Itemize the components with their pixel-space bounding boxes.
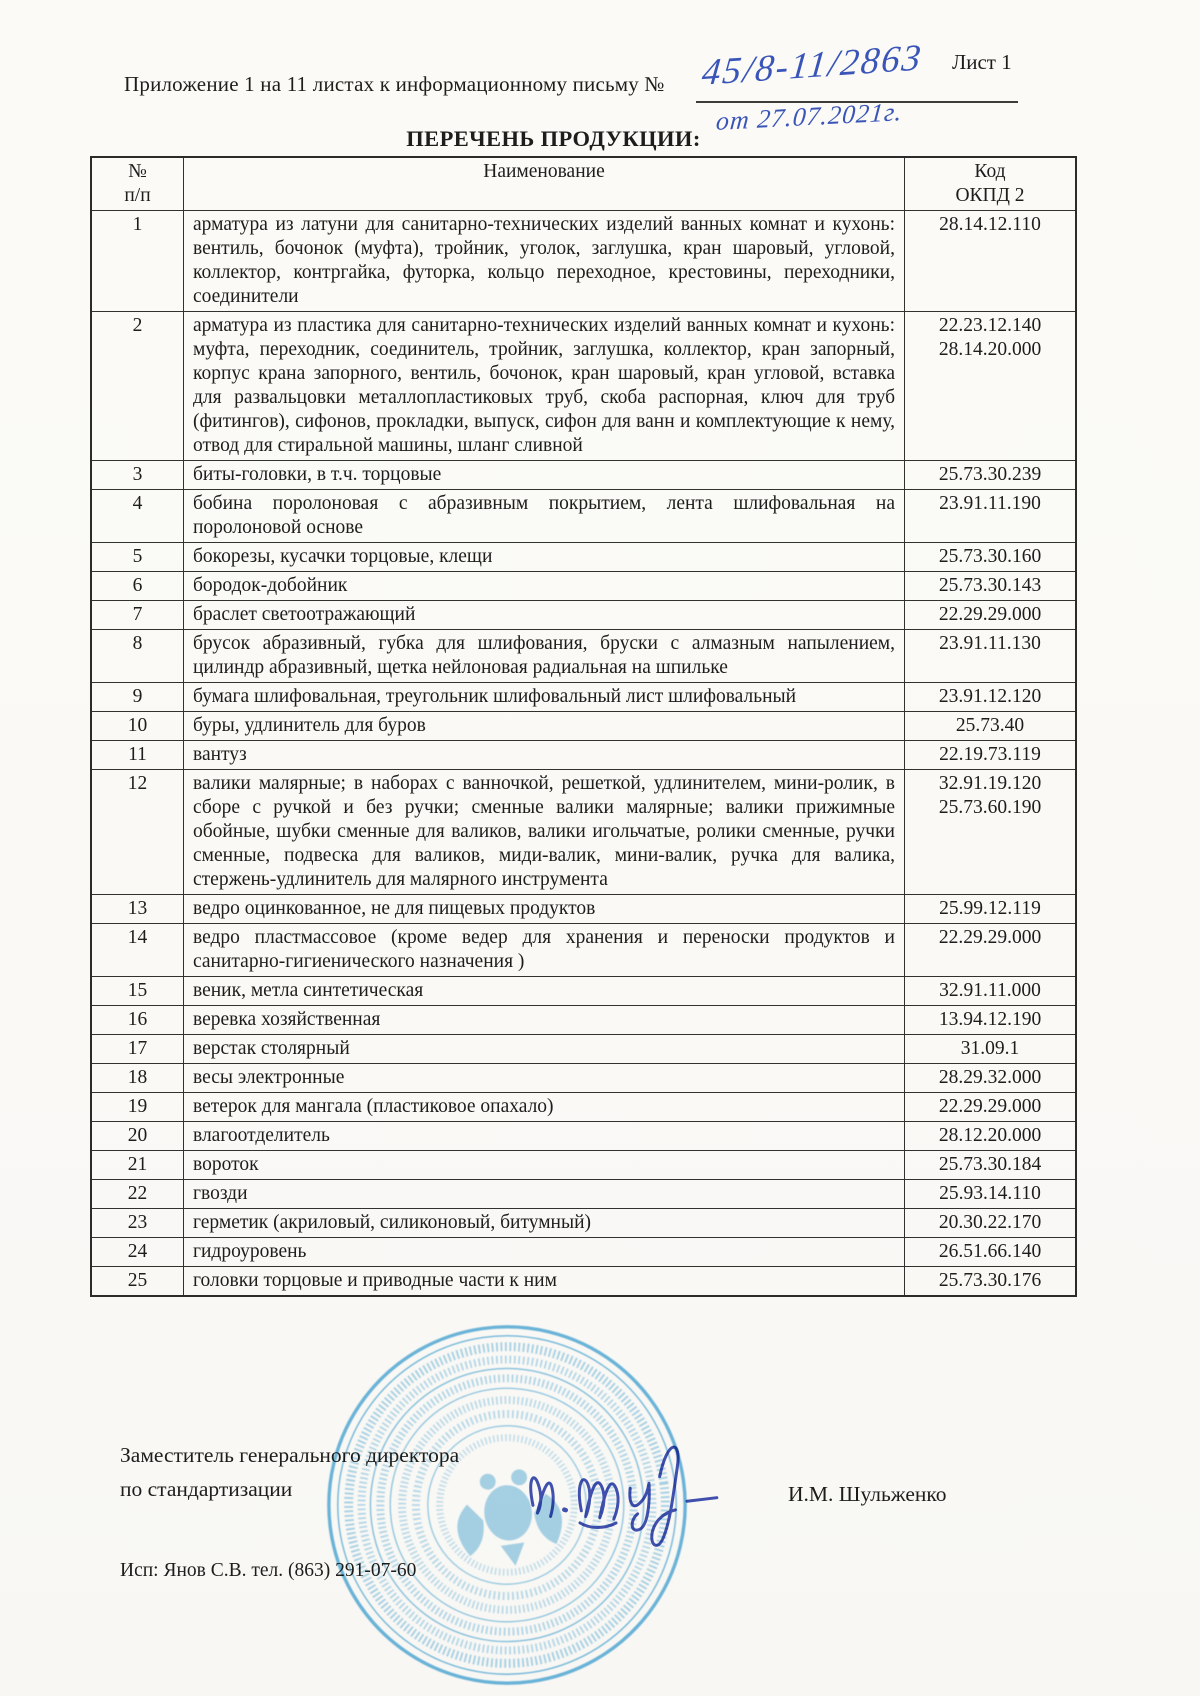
- product-name: брусок абразивный, губка для шлифования, бруски с алмазным напылением, цилиндр абразивный, щетка нейлоновая радиальная на шпильке: [184, 630, 905, 683]
- okpd-codes: [905, 770, 1077, 895]
- okpd-codes: [905, 741, 1077, 770]
- row-number: 16: [91, 1006, 184, 1035]
- okpd-code: 25.73.60.190: [938, 797, 1042, 818]
- product-table: [90, 156, 1077, 1297]
- okpd-codes: [905, 1238, 1077, 1267]
- table-row: [91, 1006, 1076, 1035]
- row-number: 4: [91, 490, 184, 543]
- product-name: браслет светоотражающий: [184, 601, 905, 630]
- row-number: 2: [91, 312, 184, 461]
- okpd-codes: [905, 630, 1077, 683]
- sheet-label: Лист 1: [952, 50, 1012, 74]
- table-row: [91, 924, 1076, 977]
- okpd-codes: [905, 1006, 1077, 1035]
- row-number: 21: [91, 1151, 184, 1180]
- signer-position-line1: Заместитель генерального директора: [120, 1443, 460, 1467]
- product-name: влагоотделитель: [184, 1122, 905, 1151]
- table-row: [91, 1064, 1076, 1093]
- row-number: 12: [91, 770, 184, 895]
- okpd-code: 32.91.11.000: [939, 980, 1041, 1001]
- table-row: [91, 1180, 1076, 1209]
- product-name: бобина поролоновая с абразивным покрытием, лента шлифовальная на поролоновой основе: [184, 490, 905, 543]
- okpd-code: 25.73.30.176: [938, 1270, 1042, 1291]
- table-row: [91, 895, 1076, 924]
- row-number: 24: [91, 1238, 184, 1267]
- okpd-code: 32.91.19.120: [938, 773, 1042, 794]
- okpd-codes: [905, 1035, 1077, 1064]
- table-row: [91, 630, 1076, 683]
- product-name: ветерок для мангала (пластиковое опахало): [184, 1093, 905, 1122]
- okpd-code: 13.94.12.190: [938, 1009, 1042, 1030]
- table-row: [91, 543, 1076, 572]
- table-row: [91, 1238, 1076, 1267]
- okpd-code: 25.73.30.239: [938, 464, 1042, 485]
- product-table-header: [91, 157, 1076, 211]
- okpd-codes: [905, 977, 1077, 1006]
- table-row: [91, 1093, 1076, 1122]
- product-name: головки торцовые и приводные части к ним: [184, 1267, 905, 1297]
- okpd-code: 22.19.73.119: [939, 744, 1041, 765]
- header-code: [905, 157, 1077, 211]
- row-number: 14: [91, 924, 184, 977]
- row-number: 23: [91, 1209, 184, 1238]
- signature: [518, 1422, 750, 1547]
- row-number: 13: [91, 895, 184, 924]
- product-name: ведро пластмассовое (кроме ведер для хранения и переноски продуктов и санитарно-гигиенического назначения ): [184, 924, 905, 977]
- product-name: буры, удлинитель для буров: [184, 712, 905, 741]
- okpd-code: 25.73.30.184: [938, 1154, 1042, 1175]
- okpd-codes: [905, 1122, 1077, 1151]
- okpd-codes: [905, 924, 1077, 977]
- okpd-codes: [905, 601, 1077, 630]
- header-code-line1: Код: [974, 161, 1006, 182]
- product-table-body: [91, 211, 1076, 1297]
- signer-position-line2: по стандартизации: [120, 1477, 293, 1501]
- page-title: ПЕРЕЧЕНЬ ПРОДУКЦИИ:: [406, 126, 701, 151]
- product-name: вантуз: [184, 741, 905, 770]
- product-name: веревка хозяйственная: [184, 1006, 905, 1035]
- product-name: арматура из латуни для санитарно-технических изделий ванных комнат и кухонь: вентиль, бочонок (муфта), тройник, уголок, заглушка, кран шаровый, угловой, коллектор, контргайка, футорка, кольцо переходное, крестовины, переходники, соединители: [184, 211, 905, 312]
- table-row: [91, 1122, 1076, 1151]
- okpd-code: 28.12.20.000: [938, 1125, 1042, 1146]
- row-number: 20: [91, 1122, 184, 1151]
- row-number: 22: [91, 1180, 184, 1209]
- okpd-codes: [905, 312, 1077, 461]
- executor-line: Исп: Янов С.В. тел. (863) 291-07-60: [120, 1560, 417, 1581]
- product-name: бокорезы, кусачки торцовые, клещи: [184, 543, 905, 572]
- okpd-codes: [905, 1267, 1077, 1297]
- table-row: [91, 461, 1076, 490]
- header-name: Наименование: [184, 157, 905, 211]
- product-name: веник, метла синтетическая: [184, 977, 905, 1006]
- okpd-code: 31.09.1: [960, 1038, 1020, 1059]
- header-code-line2: ОКПД 2: [955, 185, 1025, 206]
- header-num-line1: №: [128, 161, 147, 182]
- table-row: [91, 601, 1076, 630]
- product-name: биты-головки, в т.ч. торцовые: [184, 461, 905, 490]
- okpd-codes: [905, 543, 1077, 572]
- okpd-codes: [905, 211, 1077, 312]
- okpd-code: 22.29.29.000: [938, 1096, 1042, 1117]
- table-row: [91, 1209, 1076, 1238]
- okpd-code: 23.91.11.130: [939, 633, 1041, 654]
- table-row: [91, 741, 1076, 770]
- table-row: [91, 1267, 1076, 1297]
- product-name: герметик (акриловый, силиконовый, битумный): [184, 1209, 905, 1238]
- row-number: 11: [91, 741, 184, 770]
- okpd-code: 22.29.29.000: [938, 927, 1042, 948]
- okpd-code: 25.93.14.110: [939, 1183, 1041, 1204]
- row-number: 3: [91, 461, 184, 490]
- row-number: 8: [91, 630, 184, 683]
- okpd-code: 20.30.22.170: [938, 1212, 1042, 1233]
- okpd-code: 23.91.12.120: [938, 686, 1042, 707]
- okpd-code: 22.23.12.140: [938, 315, 1042, 336]
- okpd-codes: [905, 1151, 1077, 1180]
- okpd-codes: [905, 1064, 1077, 1093]
- okpd-codes: [905, 712, 1077, 741]
- appendix-line: Приложение 1 на 11 листах к информационному письму №: [124, 72, 665, 96]
- table-row: [91, 770, 1076, 895]
- row-number: 5: [91, 543, 184, 572]
- product-name: валики малярные; в наборах с ванночкой, решеткой, удлинителем, мини-ролик, в сборе с ручкой и без ручки; сменные валики малярные; валики прижимные обойные, шубки сменные для валиков, валики игольчатые, ролики сменные, ручки сменные, подвеска для валиков, миди-валик, мини-валик, ручка для валика, стержень-удлинитель для малярного инструмента: [184, 770, 905, 895]
- row-number: 6: [91, 572, 184, 601]
- table-row: [91, 977, 1076, 1006]
- product-name: гидроуровень: [184, 1238, 905, 1267]
- okpd-code: 23.91.11.190: [939, 493, 1041, 514]
- okpd-codes: [905, 683, 1077, 712]
- product-name: весы электронные: [184, 1064, 905, 1093]
- table-row: [91, 683, 1076, 712]
- table-row: [91, 312, 1076, 461]
- okpd-code: 28.14.12.110: [939, 214, 1041, 235]
- row-number: 10: [91, 712, 184, 741]
- row-number: 19: [91, 1093, 184, 1122]
- row-number: 17: [91, 1035, 184, 1064]
- table-row: [91, 1035, 1076, 1064]
- row-number: 7: [91, 601, 184, 630]
- product-name: ведро оцинкованное, не для пищевых продуктов: [184, 895, 905, 924]
- product-name: бумага шлифовальная, треугольник шлифовальный лист шлифовальный: [184, 683, 905, 712]
- okpd-codes: [905, 1093, 1077, 1122]
- header-num: [91, 157, 184, 211]
- okpd-code: 25.73.30.143: [938, 575, 1042, 596]
- okpd-code: 28.29.32.000: [938, 1067, 1042, 1088]
- product-name: гвозди: [184, 1180, 905, 1209]
- okpd-codes: [905, 895, 1077, 924]
- okpd-codes: [905, 490, 1077, 543]
- product-name: верстак столярный: [184, 1035, 905, 1064]
- header-num-line2: п/п: [124, 185, 151, 206]
- okpd-codes: [905, 572, 1077, 601]
- okpd-code: 28.14.20.000: [938, 339, 1042, 360]
- okpd-codes: [905, 1209, 1077, 1238]
- okpd-code: 25.99.12.119: [939, 898, 1041, 919]
- okpd-code: 25.73.40: [955, 715, 1025, 736]
- handwritten-letter-number: 45/8-11/2863: [700, 37, 925, 94]
- okpd-code: 26.51.66.140: [938, 1241, 1042, 1262]
- product-name: арматура из пластика для санитарно-технических изделий ванных комнат и кухонь: муфта, переходник, соединитель, тройник, заглушка, коллектор, кран запорный, корпус крана запорного, вентиль, бочонок, кран шаровый, кран угловой, вставка для развальцовки металлопластиковых труб, скоба распорная, ключ для труб (фитингов), сифонов, прокладки, выпуск, сифон для ванн и комплектующие к нему, отвод для стиральной машины, шланг сливной: [184, 312, 905, 461]
- product-name: вороток: [184, 1151, 905, 1180]
- row-number: 1: [91, 211, 184, 312]
- okpd-codes: [905, 461, 1077, 490]
- table-row: [91, 211, 1076, 312]
- table-row: [91, 712, 1076, 741]
- table-row: [91, 490, 1076, 543]
- handwritten-date: от 27.07.2021г.: [714, 97, 904, 136]
- header-row: [91, 157, 1076, 211]
- signer-name: И.М. Шульженко: [788, 1482, 947, 1506]
- table-row: [91, 572, 1076, 601]
- okpd-codes: [905, 1180, 1077, 1209]
- row-number: 15: [91, 977, 184, 1006]
- row-number: 9: [91, 683, 184, 712]
- product-name: бородок-добойник: [184, 572, 905, 601]
- okpd-code: 25.73.30.160: [938, 546, 1042, 567]
- row-number: 18: [91, 1064, 184, 1093]
- row-number: 25: [91, 1267, 184, 1297]
- table-row: [91, 1151, 1076, 1180]
- okpd-code: 22.29.29.000: [938, 604, 1042, 625]
